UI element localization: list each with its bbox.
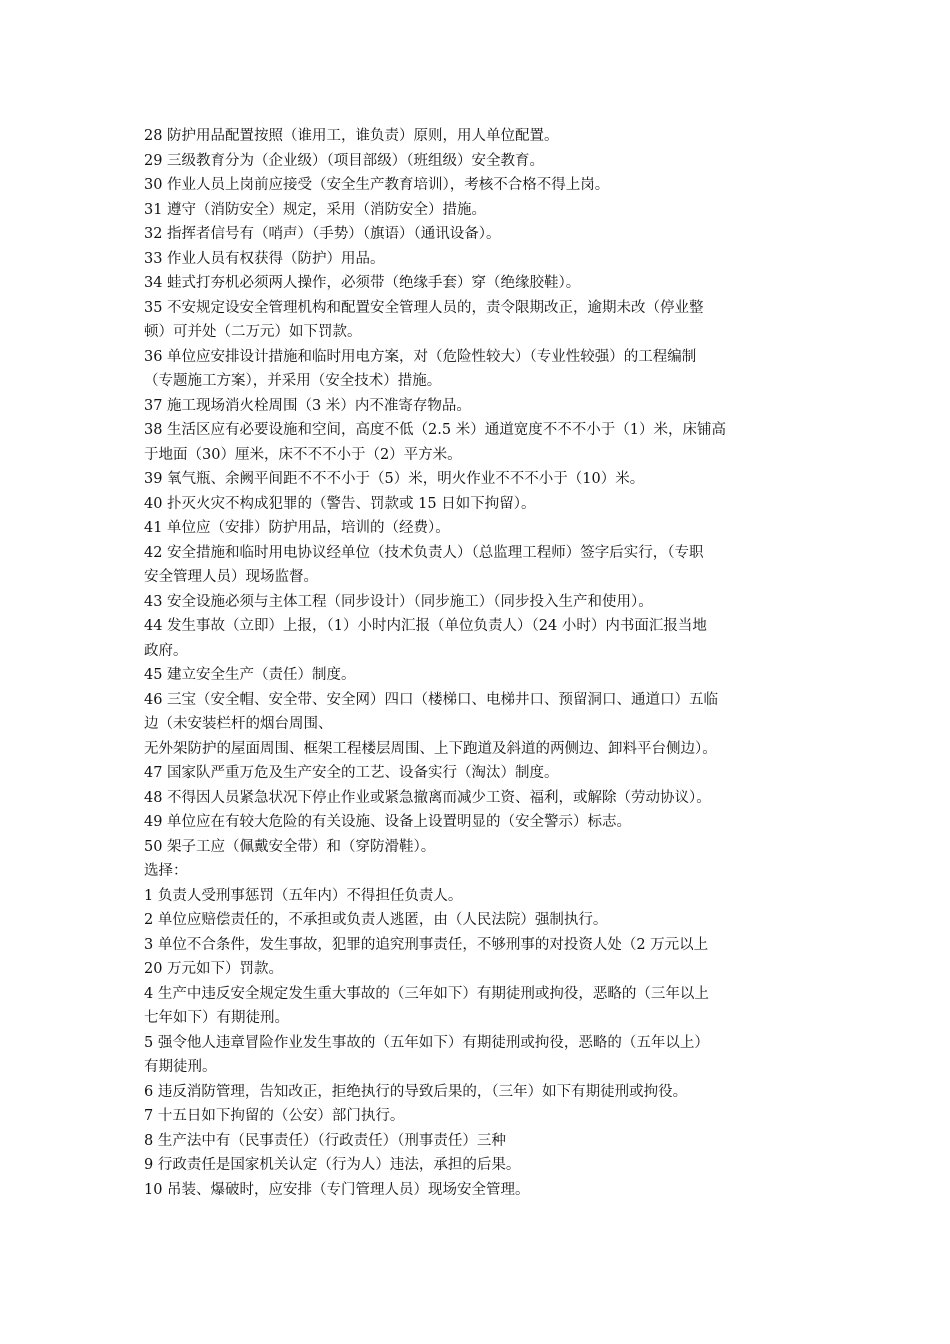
text-line: 35 不安规定设安全管理机构和配置安全管理人员的，责令限期改正，逾期未改（停业整	[144, 299, 704, 316]
text-line: 4 生产中违反安全规定发生重大事故的（三年如下）有期徒刑或拘役，恶略的（三年以上	[144, 985, 709, 1002]
text-line: 40 扑灭火灾不构成犯罪的（警告、罚款或 15 日如下拘留）。	[144, 495, 536, 512]
document-page	[144, 124, 810, 1202]
text-line: 顿）可并处（二万元）如下罚款。	[144, 324, 362, 340]
text-line: 28 防护用品配置按照（谁用工，谁负责）原则，用人单位配置。	[144, 128, 559, 144]
text-line: 32 指挥者信号有（哨声）（手势）（旗语）（通讯设备）。	[144, 226, 501, 242]
text-line: 于地面（30）厘米，床不不不小于（2）平方米。	[144, 446, 462, 463]
section-heading-choice: 选择：	[144, 863, 188, 879]
text-line: 39 氧气瓶、余阙平间距不不不小于（5）米，明火作业不不不小于（10）米。	[144, 471, 645, 487]
text-line: 41 单位应（安排）防护用品，培训的（经费）。	[144, 520, 450, 536]
text-line: 47 国家队严重万危及生产安全的工艺、设备实行（淘汰）制度。	[144, 765, 559, 781]
text-line: 8 生产法中有（民事责任）（行政责任）（刑事责任）三种	[144, 1132, 506, 1149]
text-line: 43 安全设施必须与主体工程（同步设计）（同步施工）（同步投入生产和使用）。	[144, 593, 653, 610]
text-line: 安全管理人员）现场监督。	[144, 569, 318, 585]
text-line: 2 单位应赔偿责任的，不承担或负责人逃匿，由（人民法院）强制执行。	[144, 912, 608, 928]
text-line: 政府。	[144, 642, 188, 659]
text-line: 有期徒刑。	[144, 1059, 217, 1075]
text-line: 29 三级教育分为（企业级）（项目部级）（班组级）安全教育。	[144, 152, 545, 169]
text-line: 3 单位不合条件，发生事故，犯罪的追究刑事责任，不够刑事的对投资人处（2 万元以上	[144, 936, 709, 953]
text-line: 31 遵守（消防安全）规定，采用（消防安全）措施。	[144, 201, 487, 218]
text-line: 10 吊装、爆破时，应安排（专门管理人员）现场安全管理。	[144, 1181, 530, 1198]
text-line: 36 单位应安排设计措施和临时用电方案，对（危险性较大）（专业性较强）的工程编制	[144, 348, 697, 365]
text-line: 34 蛙式打夯机必须两人操作，必须带（绝缘手套）穿（绝缘胶鞋）。	[144, 275, 581, 291]
text-line: 9 行政责任是国家机关认定（行为人）违法，承担的后果。	[144, 1157, 521, 1173]
text-line: 边（未安装栏杆的烟台周围、	[144, 716, 333, 732]
text-line: 33 作业人员有权获得（防护）用品。	[144, 250, 385, 267]
text-line: 5 强令他人违章冒险作业发生事故的（五年如下）有期徒刑或拘役，恶略的（五年以上）	[144, 1034, 709, 1051]
text-line: 6 违反消防管理，告知改正，拒绝执行的导致后果的，（三年）如下有期徒刑或拘役。	[144, 1083, 688, 1100]
text-line: 42 安全措施和临时用电协议经单位（技术负责人）（总监理工程师）签字后实行，（专职	[144, 544, 704, 561]
text-line: 45 建立安全生产（责任）制度。	[144, 667, 356, 683]
text-line: 1 负责人受刑事惩罚（五年内）不得担任负责人。	[144, 887, 463, 904]
text-line: 44 发生事故（立即）上报，（1）小时内汇报（单位负责人）（24 小时）内书面汇报当地	[144, 618, 707, 634]
text-line: 46 三宝（安全帽、安全带、安全网）四口（楼梯口、电梯井口、预留洞口、通道口）五临	[144, 691, 719, 708]
text-line: 48 不得因人员紧急状况下停止作业或紧急撤离而减少工资、福利，或解除（劳动协议）。	[144, 789, 711, 806]
text-line: 38 生活区应有必要设施和空间，高度不低（2.5 米）通道宽度不不不小于（1）米，床铺高	[144, 422, 726, 438]
text-line: 49 单位应在有较大危险的有关设施、设备上设置明显的（安全警示）标志。	[144, 814, 632, 830]
text-line: 50 架子工应（佩戴安全带）和（穿防滑鞋）。	[144, 838, 436, 855]
text-line: 20 万元如下）罚款。	[144, 961, 284, 977]
text-line: 无外架防护的屋面周围、框架工程楼层周围、上下跑道及斜道的两侧边、卸料平台侧边）。	[144, 740, 717, 757]
text-line: 37 施工现场消火栓周围（3 米）内不准寄存物品。	[144, 397, 471, 414]
text-line: 7 十五日如下拘留的（公安）部门执行。	[144, 1108, 405, 1124]
text-line: 七年如下）有期徒刑。	[144, 1010, 289, 1026]
text-line: 30 作业人员上岗前应接受（安全生产教育培训），考核不合格不得上岗。	[144, 177, 610, 193]
text-line: （专题施工方案），并采用（安全技术）措施。	[144, 373, 442, 389]
